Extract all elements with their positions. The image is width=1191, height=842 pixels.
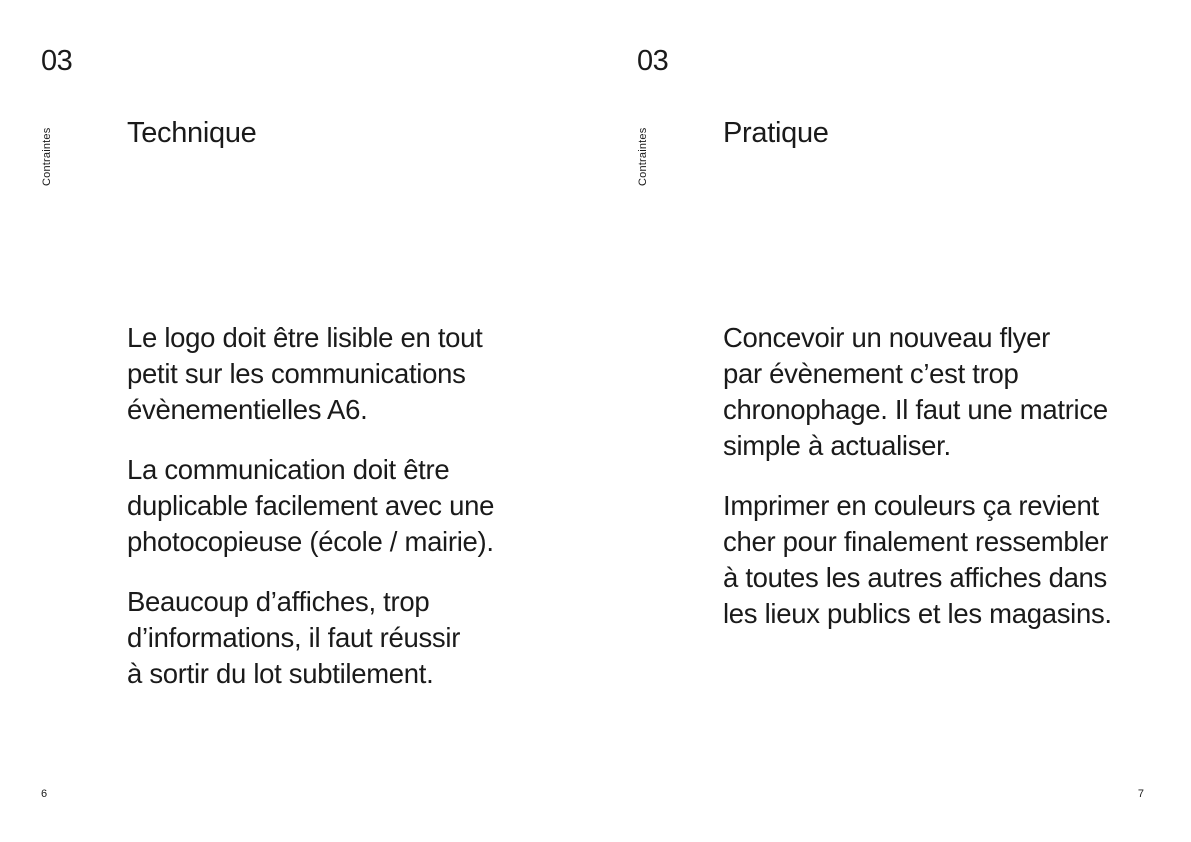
page-number: 7: [1137, 788, 1144, 800]
page-heading: Technique: [127, 117, 257, 149]
vertical-section-label: Contraintes: [41, 127, 53, 186]
section-number: 03: [637, 45, 669, 77]
right-page: [596, 0, 1191, 842]
left-page: [0, 0, 595, 842]
vertical-section-label: Contraintes: [637, 127, 649, 186]
paragraph: Concevoir un nouveau flyer par évènement c’est trop chronophage. Il faut une matrice simple à actualiser.: [723, 322, 1108, 461]
page-heading: Pratique: [723, 117, 829, 149]
body-text: [723, 320, 1183, 656]
paragraph: Beaucoup d’affiches, trop d’informations, il faut réussir à sortir du lot subtilement.: [127, 586, 461, 689]
page-number: 6: [41, 788, 48, 800]
paragraph: La communication doit être duplicable facilement avec une photocopieuse (école / mairie).: [127, 454, 495, 557]
section-number: 03: [41, 45, 73, 77]
body-text: [127, 320, 587, 716]
paragraph: Le logo doit être lisible en tout petit sur les communications évènementielles A6.: [127, 322, 483, 425]
paragraph: Imprimer en couleurs ça revient cher pour finalement ressembler à toutes les autres affiches dans les lieux publics et les magasins.: [723, 490, 1112, 629]
